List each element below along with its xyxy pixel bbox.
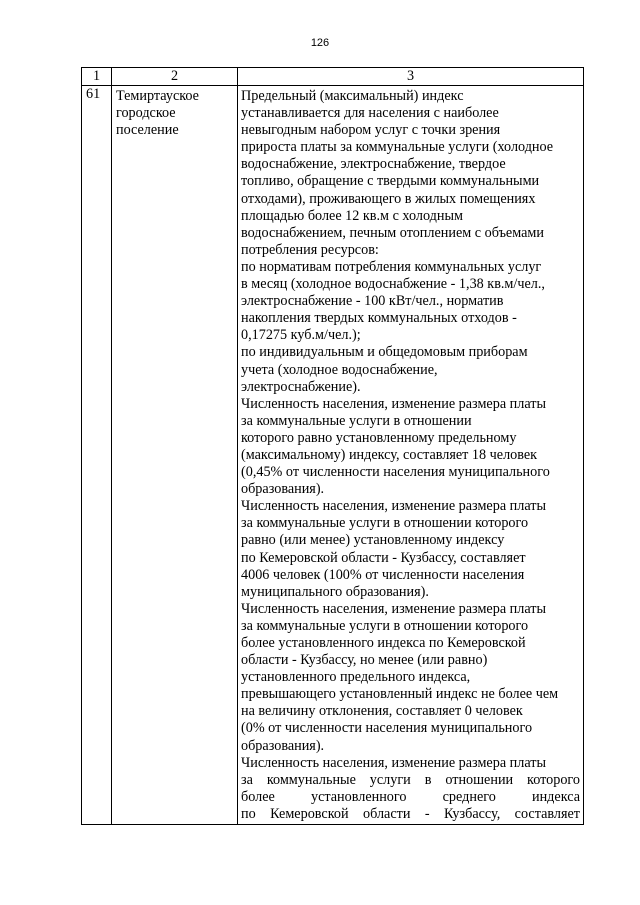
table-header-row [82, 68, 584, 86]
description-line: более установленного среднего индекса [241, 788, 580, 805]
description-line: за коммунальные услуги в отношении которого [241, 617, 529, 634]
description-line: площадью более 12 кв.м с холодным [241, 207, 463, 224]
description-line: водоснабжение, электроснабжение, твердое [241, 156, 506, 173]
settlement-name-line: поселение [116, 122, 179, 139]
description-line: области - Кузбассу, но менее (или равно) [241, 652, 488, 669]
description-line: учета (холодное водоснабжение, [241, 361, 438, 378]
description-line: образования). [241, 737, 325, 754]
description-line: устанавливается для населения с наиболее [241, 105, 499, 122]
description-line: Численность населения, изменение размера платы [241, 754, 547, 771]
description-line: по индивидуальным и общедомовым приборам [241, 344, 528, 361]
description-line: превышающего установленный индекс не более чем [241, 686, 559, 703]
column-header-2: 2 [112, 68, 238, 86]
description-line: в месяц (холодное водоснабжение - 1,38 кв.м/чел., [241, 276, 545, 293]
description-line: Предельный (максимальный) индекс [241, 88, 464, 104]
description-line: за коммунальные услуги в отношении которого [241, 515, 529, 532]
description-line: Численность населения, изменение размера платы [241, 395, 547, 412]
description-line: потребления ресурсов: [241, 241, 379, 258]
description-line: более установленного индекса по Кемеровской [241, 635, 526, 651]
description-line: установленного предельного индекса, [241, 669, 471, 686]
description-line: прироста платы за коммунальные услуги (холодное [241, 139, 554, 156]
description-line: на величину отклонения, составляет 0 человек [241, 703, 523, 720]
description-line: образования). [241, 481, 325, 498]
description-line: 4006 человек (100% от численности населения [241, 566, 525, 583]
description-line: накопления твердых коммунальных отходов - [241, 310, 517, 327]
description-line: Численность населения, изменение размера платы [241, 498, 547, 515]
description-line: (0% от численности населения муниципального [241, 720, 533, 737]
description-line: 0,17275 куб.м/чел.); [241, 327, 361, 344]
description-line: за коммунальные услуги в отношении [241, 412, 472, 429]
description-line: (максимальному) индексу, составляет 18 человек [241, 446, 538, 463]
document-table [81, 67, 584, 825]
description-line: муниципального образования). [241, 583, 429, 600]
description-line: которого равно установленному предельному [241, 429, 517, 446]
description-line: Численность населения, изменение размера платы [241, 600, 547, 617]
description-line: по нормативам потребления коммунальных услуг [241, 258, 542, 275]
column-header-3: 3 [238, 68, 584, 86]
column-header-1: 1 [82, 68, 112, 86]
description-line: по Кемеровской области - Кузбассу, составляет [241, 549, 526, 566]
table-row [82, 86, 584, 825]
description-line: по Кемеровской области - Кузбассу, составляет [241, 805, 580, 822]
description-line: водоснабжением, печным отоплением с объемами [241, 224, 544, 241]
settlement-name-cell [112, 86, 238, 825]
description-line: за коммунальные услуги в отношении которого [241, 771, 580, 788]
settlement-name-line: городское [116, 105, 176, 122]
description-line: топливо, обращение с твердыми коммунальными [241, 173, 540, 190]
description-line: (0,45% от численности населения муниципального [241, 464, 550, 481]
row-number-cell: 61 [82, 86, 112, 825]
description-line: невыгодным набором услуг с точки зрения [241, 122, 501, 139]
description-line: электроснабжение - 100 кВт/чел., норматив [241, 293, 504, 310]
description-line: отходами), проживающего в жилых помещениях [241, 190, 536, 207]
settlement-name-line: Темиртауское [116, 88, 199, 104]
description-line: равно (или менее) установленному индексу [241, 532, 505, 549]
description-cell [238, 86, 584, 825]
page-number: 126 [310, 37, 330, 49]
description-line: электроснабжение). [241, 378, 361, 395]
